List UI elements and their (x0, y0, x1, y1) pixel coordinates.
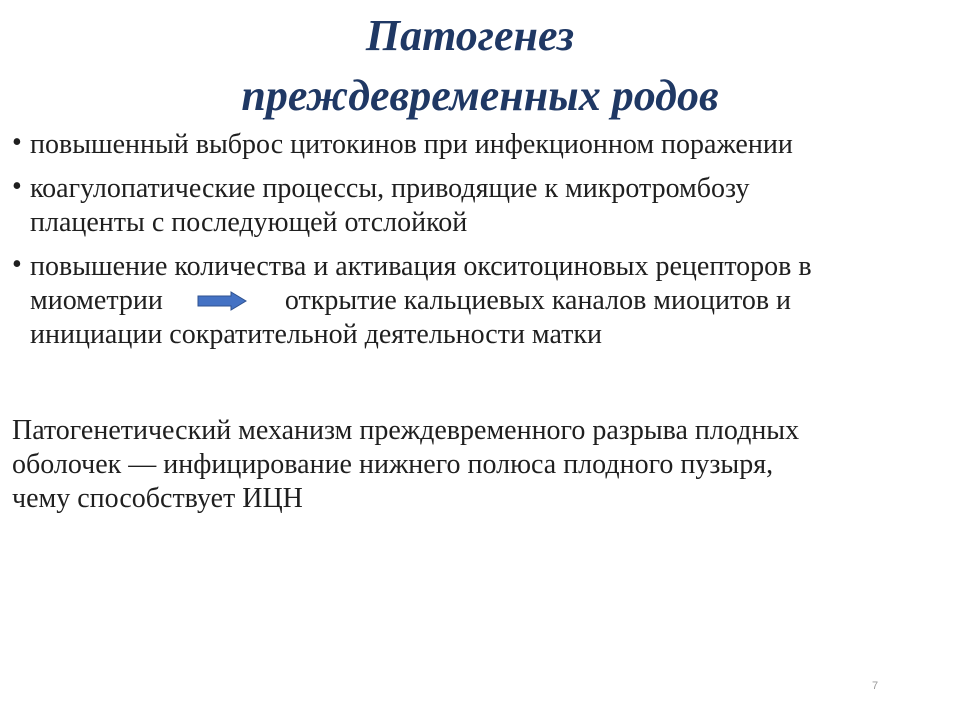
bullet-text-line-with-arrow (30, 284, 932, 318)
paragraph-line: оболочек — инфицирование нижнего полюса плодного пузыря, (12, 449, 774, 480)
bullet-marker: • (12, 171, 22, 202)
bullet-marker: • (12, 249, 22, 280)
bullet-text-line: коагулопатические процессы, приводящие к микротромбозу (30, 173, 750, 204)
right-arrow-icon (197, 291, 247, 311)
bullet-item-oxytocin (12, 250, 932, 352)
slide-title-line-2: преждевременных родов (241, 71, 719, 120)
bullet-item-cytokines (12, 128, 932, 162)
page-number: 7 (872, 680, 879, 692)
bullet-text-line: плаценты с последующей отслойкой (30, 207, 468, 238)
bullet-item-coagulopathy (12, 172, 932, 240)
paragraph-line: чему способствует ИЦН (12, 483, 303, 514)
bullet-text-segment: открытие кальциевых каналов миоцитов и (284, 285, 792, 316)
bullet-text-line: повышение количества и активация окситоциновых рецепторов в (30, 251, 812, 282)
bullet-text-line: инициации сократительной деятельности матки (30, 319, 602, 350)
paragraph-line: Патогенетический механизм преждевременного разрыва плодных (12, 415, 800, 446)
bullet-text-line: повышенный выброс цитокинов при инфекционном поражении (30, 129, 793, 160)
bullet-marker: • (12, 127, 22, 158)
slide-title-line-1: Патогенез (365, 11, 575, 60)
bullet-text-segment: миометрии (30, 285, 163, 316)
summary-paragraph (12, 414, 942, 516)
bullet-list (12, 128, 932, 362)
